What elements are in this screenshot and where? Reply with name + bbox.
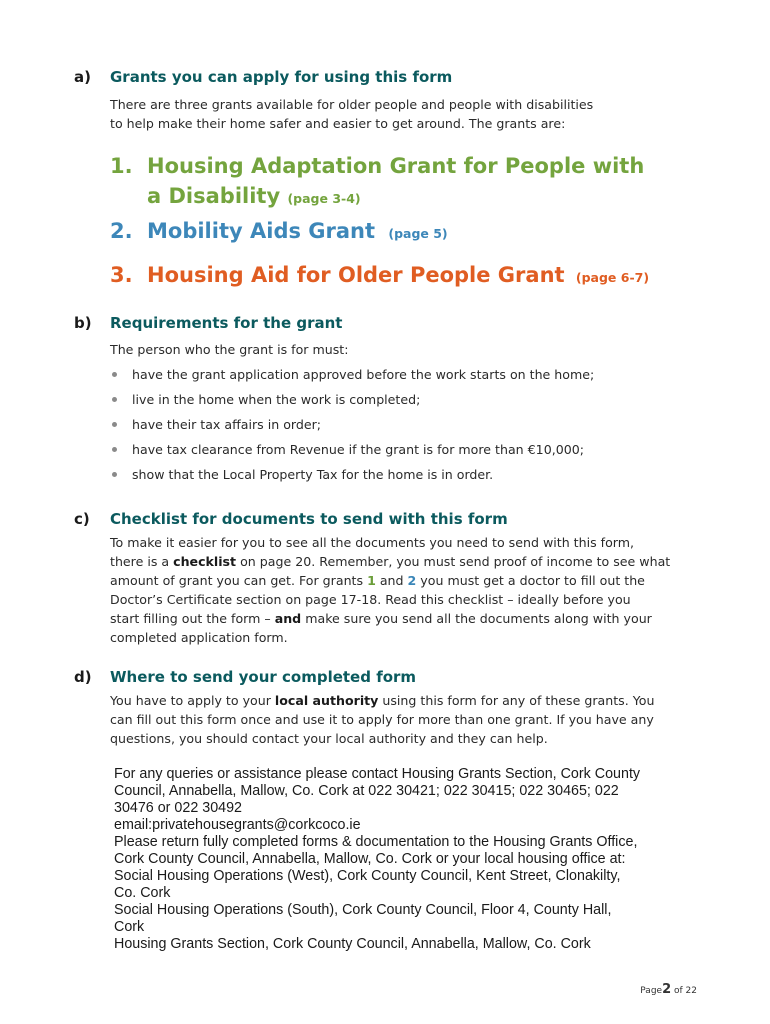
requirement-text: show that the Local Property Tax for the home is in order. bbox=[132, 467, 494, 482]
bullet-dot-icon bbox=[112, 372, 117, 377]
contact-line: 30476 or 022 30492 bbox=[114, 800, 242, 816]
list-item bbox=[110, 440, 594, 465]
requirement-text: have the grant application approved before the work starts on the home; bbox=[132, 367, 595, 382]
section-c-body bbox=[110, 533, 690, 647]
contact-line: Co. Cork bbox=[114, 885, 171, 901]
bullet-dot-icon bbox=[112, 472, 117, 477]
page-number: 2 bbox=[662, 982, 672, 997]
text-run: on page 20. Remember, you must send proof of income to see what bbox=[236, 554, 671, 569]
section-c-title: Checklist for documents to send with this form bbox=[110, 510, 508, 528]
page-total: of 22 bbox=[674, 986, 697, 996]
bullet-dot-icon bbox=[112, 422, 117, 427]
section-d-line-2: can fill out this form once and use it to apply for more than one grant. If you have any bbox=[110, 712, 654, 727]
contact-line: Social Housing Operations (West), Cork County Council, Kent Street, Clonakilty, bbox=[114, 868, 621, 884]
and-emphasis: and bbox=[274, 611, 302, 626]
section-c-letter: c) bbox=[74, 510, 90, 528]
grant-2-number: 2. bbox=[110, 219, 133, 243]
grant-ref-1: 1 bbox=[367, 573, 376, 588]
list-item bbox=[110, 390, 594, 415]
grant-3-name: Housing Aid for Older People Grant bbox=[147, 263, 565, 287]
grant-item-1 bbox=[110, 151, 644, 214]
section-a-letter: a) bbox=[74, 68, 91, 86]
section-c-line-3 bbox=[110, 571, 690, 590]
section-b-letter: b) bbox=[74, 314, 92, 332]
section-c-line-4: Doctor’s Certificate section on page 17-18. Read this checklist – ideally before you bbox=[110, 592, 631, 607]
page-label: Page bbox=[640, 986, 663, 996]
section-c-line-5 bbox=[110, 609, 690, 628]
grant-item-3 bbox=[110, 260, 649, 293]
grant-2-name: Mobility Aids Grant bbox=[147, 219, 376, 243]
grant-1-page-ref: (page 3-4) bbox=[287, 191, 361, 206]
section-d-body bbox=[110, 691, 690, 748]
list-item bbox=[110, 365, 594, 390]
contact-line: For any queries or assistance please contact Housing Grants Section, Cork County bbox=[114, 766, 641, 782]
checklist-emphasis: checklist bbox=[173, 554, 237, 569]
text-run: make sure you send all the documents along with your bbox=[301, 611, 652, 626]
text-run: you must get a doctor to fill out the bbox=[416, 573, 645, 588]
text-run: using this form for any of these grants. You bbox=[378, 693, 655, 708]
list-item bbox=[110, 415, 594, 440]
section-c-line-6: completed application form. bbox=[110, 630, 288, 645]
section-a-title: Grants you can apply for using this form bbox=[110, 68, 453, 86]
page-footer bbox=[640, 982, 697, 997]
section-c-line-2 bbox=[110, 552, 690, 571]
contact-line: Cork County Council, Annabella, Mallow, Co. Cork or your local housing office at: bbox=[114, 851, 626, 867]
section-a-intro-line-1: There are three grants available for older people and people with disabilities bbox=[110, 97, 594, 112]
text-run: You have to apply to your bbox=[110, 693, 275, 708]
section-b-title: Requirements for the grant bbox=[110, 314, 343, 332]
grant-3-page-ref: (page 6-7) bbox=[575, 270, 650, 285]
grant-ref-2: 2 bbox=[407, 573, 417, 588]
section-d-letter: d) bbox=[74, 668, 92, 686]
requirement-text: live in the home when the work is completed; bbox=[132, 392, 421, 407]
section-a-intro bbox=[110, 95, 690, 133]
grant-1-name-line-1: Housing Adaptation Grant for People with bbox=[147, 154, 645, 178]
grant-item-2 bbox=[110, 216, 448, 249]
section-d-line-3: questions, you should contact your local authority and they can help. bbox=[110, 731, 548, 746]
requirement-text: have tax clearance from Revenue if the grant is for more than €10,000; bbox=[132, 442, 584, 457]
contact-email: email:privatehousegrants@corkcoco.ie bbox=[114, 817, 361, 833]
grant-2-page-ref: (page 5) bbox=[388, 226, 448, 241]
list-item bbox=[110, 465, 594, 490]
bullet-dot-icon bbox=[112, 397, 117, 402]
contact-line: Please return fully completed forms & documentation to the Housing Grants Office, bbox=[114, 834, 638, 850]
bullet-dot-icon bbox=[112, 447, 117, 452]
requirements-list bbox=[110, 365, 594, 490]
contact-line: Cork bbox=[114, 919, 145, 935]
text-run: start filling out the form – bbox=[110, 611, 275, 626]
requirement-text: have their tax affairs in order; bbox=[132, 417, 322, 432]
contact-info-block bbox=[114, 766, 694, 953]
grant-1-number: 1. bbox=[110, 154, 133, 178]
contact-line: Social Housing Operations (South), Cork County Council, Floor 4, County Hall, bbox=[114, 902, 612, 918]
section-d-title: Where to send your completed form bbox=[110, 668, 417, 686]
local-authority-emphasis: local authority bbox=[274, 693, 379, 708]
contact-line: Housing Grants Section, Cork County Council, Annabella, Mallow, Co. Cork bbox=[114, 936, 591, 952]
grant-3-number: 3. bbox=[110, 263, 133, 287]
section-a-intro-line-2: to help make their home safer and easier to get around. The grants are: bbox=[110, 116, 566, 131]
section-d-line-1 bbox=[110, 691, 690, 710]
grant-1-name-line-2: a Disability bbox=[147, 184, 281, 208]
section-b-intro: The person who the grant is for must: bbox=[110, 342, 349, 357]
contact-line: Council, Annabella, Mallow, Co. Cork at 022 30421; 022 30415; 022 30465; 022 bbox=[114, 783, 619, 799]
section-c-line-1: To make it easier for you to see all the documents you need to send with this form, bbox=[110, 535, 635, 550]
text-run: and bbox=[375, 573, 408, 588]
text-run: there is a bbox=[110, 554, 174, 569]
text-run: amount of grant you can get. For grants bbox=[110, 573, 368, 588]
